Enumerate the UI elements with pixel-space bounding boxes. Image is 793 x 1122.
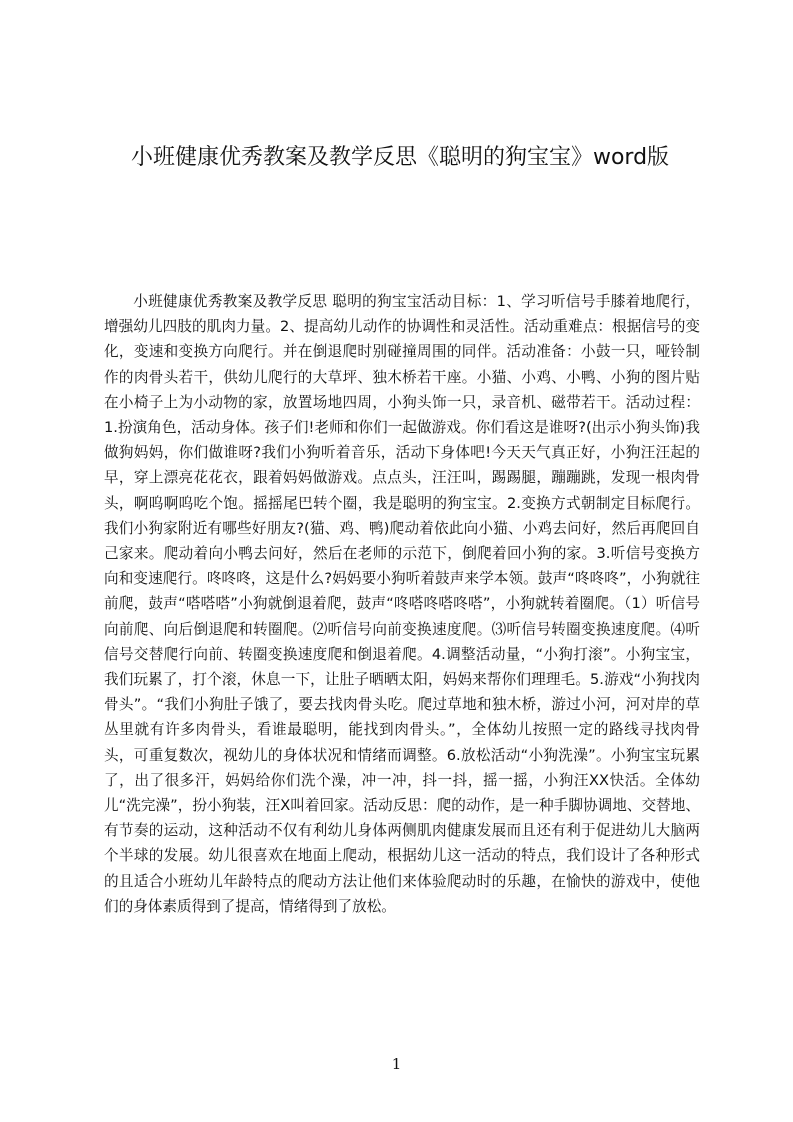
document-title: 小班健康优秀教案及教学反思《聪明的狗宝宝》word版: [130, 145, 670, 170]
page-number: 1: [391, 1055, 402, 1073]
document-body-paragraph: 小班健康优秀教案及教学反思 聪明的狗宝宝活动目标：1、学习听信号手膝着地爬行，增强幼儿四肢的肌肉力量。2、提高幼儿动作的协调性和灵活性。活动重难点：根据信号的变化，变速和变换方向爬行。并在倒退爬时别碰撞周围的同伴。活动准备：小鼓一只，哑铃制作的肉骨头若干，供幼儿爬行的大草坪、独木桥若干座。小猫、小鸡、小鸭、小狗的图片贴在小椅子上为小动物的家，放置场地四周，小狗头饰一只，录音机、磁带若干。活动过程：1.扮演角色，活动身体。孩子们!老师和你们一起做游戏。你们看这是谁呀?(出示小狗头饰)我做狗妈妈，你们做谁呀?我们小狗听着音乐，活动下身体吧!今天天气真正好，小狗汪汪起的早，穿上漂亮花花衣，跟着妈妈做游戏。点点头，汪汪叫，踢踢腿，蹦蹦跳，发现一根肉骨头，啊呜啊呜吃个饱。摇摇尾巴转个圈，我是聪明的狗宝宝。2.变换方式朝制定目标爬行。我们小狗家附近有哪些好朋友?(猫、鸡、鸭)爬动着依此向小猫、小鸡去问好，然后再爬回自己家来。爬动着向小鸭去问好，然后在老师的示范下，倒爬着回小狗的家。3.听信号变换方向和变速爬行。咚咚咚，这是什么?妈妈要小狗听着鼓声来学本领。鼓声“咚咚咚”，小狗就往前爬，鼓声“嗒嗒嗒”小狗就倒退着爬，鼓声“咚嗒咚嗒咚嗒”，小狗就转着圈爬。（1）听信号向前爬、向后倒退爬和转圈爬。⑵听信号向前变换速度爬。⑶听信号转圈变换速度爬。⑷听信号交替爬行向前、转圈变换速度爬和倒退着爬。4.调整活动量，“小狗打滚”。小狗宝宝，我们玩累了，打个滚，休息一下，让肚子晒晒太阳，妈妈来帮你们理理毛。5.游戏“小狗找肉骨头”。“我们小狗肚子饿了，要去找肉骨头吃。爬过草地和独木桥，游过小河，河对岸的草丛里就有许多肉骨头，看谁最聪明，能找到肉骨头。”，全体幼儿按照一定的路线寻找肉骨头，可重复数次，视幼儿的身体状况和情绪而调整。6.放松活动“小狗洗澡”。小狗宝宝玩累了，出了很多汗，妈妈给你们洗个澡，冲一冲，抖一抖，摇一摇，小狗汪XX快活。全体幼儿“洗完澡”，扮小狗装，汪X叫着回家。活动反思：爬的动作，是一种手脚协调地、交替地、有节奏的运动，这种活动不仅有利幼儿身体两侧肌肉健康发展而且还有利于促进幼儿大脑两个半球的发展。幼儿很喜欢在地面上爬动，根据幼儿这一活动的特点，我们设计了各种形式的且适合小班幼儿年龄特点的爬动方法让他们来体验爬动时的乐趣，在愉快的游戏中，使他们的身体素质得到了提高，情绪得到了放松。: [104, 293, 700, 915]
